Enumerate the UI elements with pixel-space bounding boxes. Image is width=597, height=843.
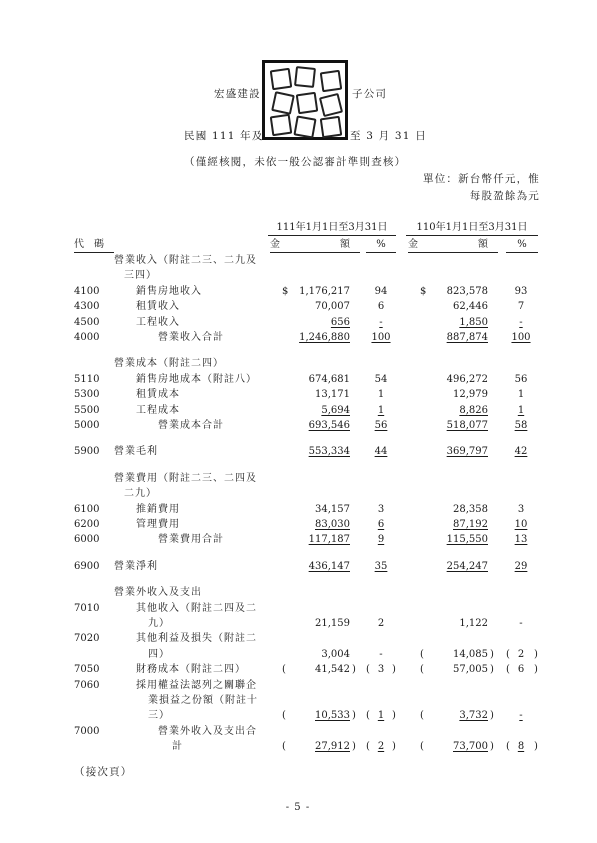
row-label: 工程收入 xyxy=(136,316,180,328)
row-label: 推銷費用 xyxy=(136,503,180,515)
amount-header-2022: 金 額 xyxy=(270,239,350,250)
row-label: 三） xyxy=(148,710,170,722)
row-amount-2022: 117,187 xyxy=(308,534,350,546)
row-percent-2022: 35 xyxy=(374,560,388,572)
close-paren: ) xyxy=(490,710,494,722)
row-amount-2021: 887,874 xyxy=(446,332,488,343)
row-code: 6200 xyxy=(74,519,100,530)
row-percent-2022: 56 xyxy=(374,420,388,431)
row-label: 二九） xyxy=(124,488,157,500)
open-paren: ( xyxy=(420,710,424,722)
row-amount-2022: 70,007 xyxy=(315,301,350,313)
row-dollar-2021: $ xyxy=(420,285,427,297)
row-label: 管理費用 xyxy=(136,519,180,530)
row-code: 7050 xyxy=(74,664,100,676)
row-code: 5900 xyxy=(74,446,100,458)
row-amount-2021: 369,797 xyxy=(446,446,488,458)
row-code: 6000 xyxy=(74,534,100,546)
row-label: 業損益之份額（附註十 xyxy=(148,695,258,706)
row-amount-2022: 693,546 xyxy=(308,420,350,431)
row-amount-2022: 10,533 xyxy=(315,710,350,722)
row-percent-2022: 3 xyxy=(377,503,385,515)
row-amount-2021: 1,850 xyxy=(459,316,488,328)
percent-header-2021: % xyxy=(517,239,527,250)
company-name-left: 宏盛建設 xyxy=(214,88,261,100)
row-percent-2021: - xyxy=(519,710,523,722)
close-paren: ) xyxy=(392,710,396,722)
row-amount-2021: 73,700 xyxy=(453,741,488,753)
row-amount-2022: 656 xyxy=(330,316,350,328)
close-paren: ) xyxy=(490,741,494,753)
row-amount-2022: 21,159 xyxy=(315,618,350,629)
row-percent-2021: 13 xyxy=(514,534,528,546)
percent-header-2022: % xyxy=(376,239,386,250)
row-amount-2021: 518,077 xyxy=(446,420,488,431)
open-paren: ( xyxy=(282,664,286,676)
row-percent-2022: 6 xyxy=(377,301,385,313)
amount-header-2021: 金 額 xyxy=(408,239,488,250)
row-percent-2021: 29 xyxy=(514,560,528,572)
row-label: 其他利益及損失（附註二 xyxy=(136,633,257,645)
row-code: 4100 xyxy=(74,285,100,297)
unit-line-1: 單位：新台幣仟元，惟 xyxy=(423,173,540,185)
row-percent-2021: 56 xyxy=(514,373,528,385)
row-percent-2021: - xyxy=(519,316,523,328)
row-amount-2021: 496,272 xyxy=(446,373,488,385)
row-percent-2021: 93 xyxy=(514,285,528,297)
row-code: 7010 xyxy=(74,602,100,614)
row-amount-2021: 12,979 xyxy=(453,389,488,401)
open-paren: ( xyxy=(366,710,370,722)
row-label: 租賃收入 xyxy=(136,301,180,313)
row-amount-2021: 62,446 xyxy=(453,301,488,313)
close-paren: ) xyxy=(534,741,538,753)
row-label: 四） xyxy=(148,648,170,660)
open-paren: ( xyxy=(506,648,510,660)
row-amount-2021: 87,192 xyxy=(453,519,488,530)
row-percent-2022: 2 xyxy=(377,618,385,629)
row-code: 5300 xyxy=(74,389,100,401)
row-label: 營業收入合計 xyxy=(158,332,224,343)
row-amount-2021: 1,122 xyxy=(459,618,488,629)
open-paren: ( xyxy=(506,664,510,676)
row-label: 營業成本合計 xyxy=(158,420,224,431)
row-label: 營業外收入及支出 xyxy=(114,587,202,599)
row-percent-2022: - xyxy=(379,648,383,660)
row-code: 6900 xyxy=(74,560,100,572)
close-paren: ) xyxy=(534,664,538,676)
open-paren: ( xyxy=(366,664,370,676)
open-paren: ( xyxy=(420,741,424,753)
row-percent-2021: 7 xyxy=(517,301,525,313)
row-amount-2022: 34,157 xyxy=(315,503,350,515)
row-code: 7060 xyxy=(74,679,100,691)
row-percent-2021: 1 xyxy=(517,404,525,416)
row-code: 4500 xyxy=(74,316,100,328)
row-amount-2022: 674,681 xyxy=(308,373,350,385)
row-amount-2021: 8,826 xyxy=(459,404,488,416)
row-percent-2021: - xyxy=(519,618,523,629)
row-label: 營業淨利 xyxy=(114,560,158,572)
row-label: 營業外收入及支出合 xyxy=(158,725,257,737)
row-label: 計 xyxy=(172,741,183,753)
row-label: 九） xyxy=(148,618,170,629)
row-percent-2022: - xyxy=(379,316,383,328)
open-paren: ( xyxy=(420,664,424,676)
row-code: 4000 xyxy=(74,332,100,343)
row-label: 銷售房地成本（附註八） xyxy=(136,373,257,385)
row-amount-2022: 1,246,880 xyxy=(299,332,350,343)
close-paren: ) xyxy=(490,648,494,660)
row-percent-2021: 6 xyxy=(517,664,525,676)
code-header: 代 碼 xyxy=(74,239,104,250)
row-label: 營業費用合計 xyxy=(158,534,224,546)
row-label: 財務成本（附註二四） xyxy=(136,664,246,676)
close-paren: ) xyxy=(534,648,538,660)
row-label: 工程成本 xyxy=(136,404,180,416)
row-label: 營業費用（附註二三、二四及 xyxy=(114,472,257,484)
period-2022-header: 111年1月1日至3月31日 xyxy=(276,222,388,233)
open-paren: ( xyxy=(366,741,370,753)
row-percent-2022: 3 xyxy=(377,664,385,676)
row-amount-2022: 5,694 xyxy=(321,404,350,416)
unit-line-2: 每股盈餘為元 xyxy=(469,190,540,202)
row-amount-2022: 13,171 xyxy=(315,389,350,401)
row-amount-2021: 823,578 xyxy=(446,285,488,297)
row-percent-2022: 54 xyxy=(374,373,388,385)
row-code: 6100 xyxy=(74,503,100,515)
row-label: 採用權益法認列之關聯企 xyxy=(136,679,257,691)
row-percent-2021: 58 xyxy=(514,420,528,431)
row-percent-2021: 3 xyxy=(517,503,525,515)
row-percent-2022: 9 xyxy=(377,534,385,546)
row-dollar-2022: $ xyxy=(282,285,289,297)
row-label: 其他收入（附註二四及二 xyxy=(136,602,257,614)
close-paren: ) xyxy=(392,741,396,753)
close-paren: ) xyxy=(352,710,356,722)
row-code: 7000 xyxy=(74,725,100,737)
open-paren: ( xyxy=(282,741,286,753)
row-amount-2021: 14,085 xyxy=(453,648,488,660)
row-percent-2022: 2 xyxy=(377,741,385,753)
row-percent-2021: 10 xyxy=(514,519,528,530)
row-amount-2022: 27,912 xyxy=(315,741,350,753)
row-amount-2022: 41,542 xyxy=(315,664,350,676)
row-percent-2022: 1 xyxy=(377,404,385,416)
page-number: - 5 - xyxy=(285,802,311,813)
row-label: 銷售房地收入 xyxy=(136,285,202,297)
row-percent-2022: 1 xyxy=(377,710,385,722)
row-label: 營業毛利 xyxy=(114,446,158,458)
row-amount-2021: 28,358 xyxy=(453,503,488,515)
company-seal xyxy=(262,60,348,140)
continued-note: （接次頁） xyxy=(74,766,133,778)
row-amount-2022: 1,176,217 xyxy=(299,285,350,297)
row-percent-2021: 42 xyxy=(514,446,528,458)
row-code: 5110 xyxy=(74,373,100,385)
row-percent-2021: 100 xyxy=(511,332,531,343)
row-code: 7020 xyxy=(74,633,100,645)
row-amount-2021: 3,732 xyxy=(459,710,488,722)
close-paren: ) xyxy=(392,664,396,676)
close-paren: ) xyxy=(352,741,356,753)
company-name-right: 子公司 xyxy=(352,88,388,100)
row-amount-2022: 436,147 xyxy=(308,560,350,572)
row-label: 營業收入（附註二三、二九及 xyxy=(114,255,257,266)
row-label: 營業成本（附註二四） xyxy=(114,358,224,370)
row-amount-2021: 115,550 xyxy=(446,534,488,546)
close-paren: ) xyxy=(352,664,356,676)
row-amount-2022: 83,030 xyxy=(315,519,350,530)
open-paren: ( xyxy=(506,741,510,753)
row-percent-2022: 100 xyxy=(371,332,391,343)
close-paren: ) xyxy=(490,664,494,676)
row-label: 三四） xyxy=(124,270,157,282)
row-amount-2021: 254,247 xyxy=(446,560,488,572)
open-paren: ( xyxy=(282,710,286,722)
period-left: 民國 111 年及 xyxy=(184,130,264,142)
row-percent-2022: 6 xyxy=(377,519,385,530)
row-code: 5000 xyxy=(74,420,100,431)
period-2021-header: 110年1月1日至3月31日 xyxy=(416,222,528,233)
row-percent-2021: 1 xyxy=(517,389,525,401)
row-percent-2021: 8 xyxy=(517,741,525,753)
row-label: 租賃成本 xyxy=(136,389,180,401)
row-percent-2022: 1 xyxy=(377,389,385,401)
row-percent-2022: 44 xyxy=(374,446,388,458)
row-amount-2021: 57,005 xyxy=(453,664,488,676)
row-amount-2022: 553,334 xyxy=(308,446,350,458)
row-code: 5500 xyxy=(74,404,100,416)
audit-note: （僅經核閱，未依一般公認審計準則查核） xyxy=(184,156,407,168)
row-percent-2021: 2 xyxy=(517,648,525,660)
period-right: 至 3 月 31 日 xyxy=(350,130,427,142)
row-amount-2022: 3,004 xyxy=(321,648,350,660)
open-paren: ( xyxy=(420,648,424,660)
row-percent-2022: 94 xyxy=(374,285,388,297)
row-code: 4300 xyxy=(74,301,100,313)
